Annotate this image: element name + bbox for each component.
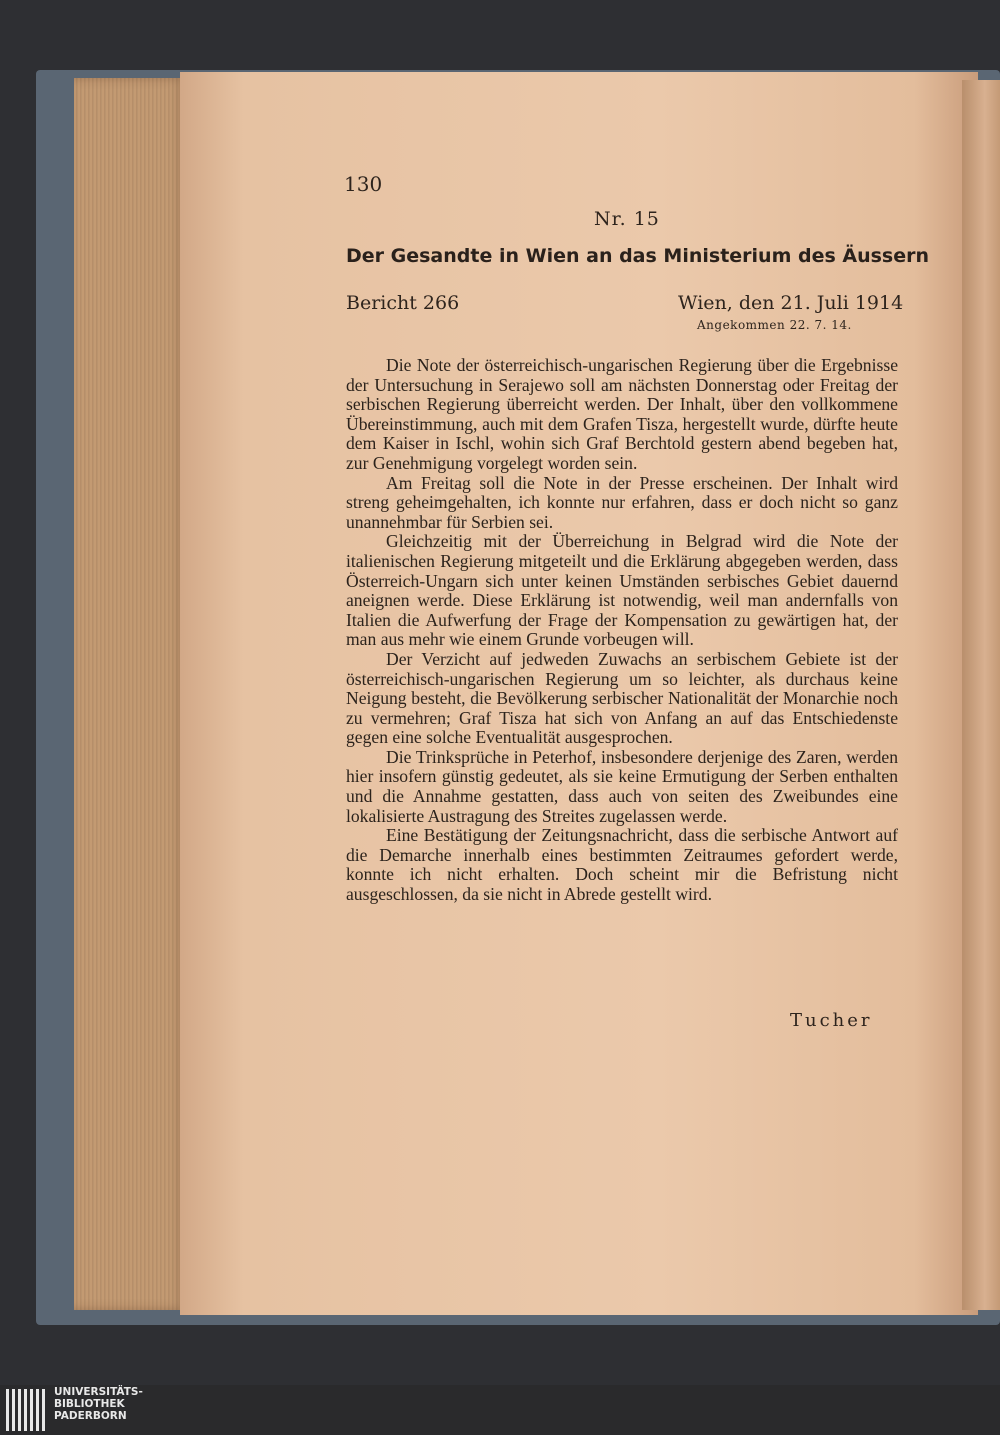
report-label: Bericht 266 bbox=[346, 292, 460, 314]
library-name-line: UNIVERSITÄTS- bbox=[54, 1386, 143, 1398]
place-date: Wien, den 21. Juli 1914 bbox=[678, 292, 904, 314]
page-number: 130 bbox=[344, 172, 383, 196]
document-number: Nr. 15 bbox=[594, 208, 660, 230]
paragraph: Die Trinksprüche in Peterhof, insbesondere derjenige des Zaren, werden hier insofern günstig gedeutet, als sie keine Ermutigung der Serben enthalten und die Annahme gestatten, dass auch von seiten des Zweibundes eine lokalisierte Austragung des Streites zugelassen werde. bbox=[346, 746, 898, 826]
arrival-date: Angekommen 22. 7. 14. bbox=[697, 318, 852, 332]
library-name bbox=[54, 1386, 174, 1422]
library-name-line: PADERBORN bbox=[54, 1410, 127, 1422]
paragraph: Am Freitag soll die Note in der Presse erscheinen. Der Inhalt wird streng geheimgehalten, ich konnte nur erfahren, dass er doch nicht so ganz unannehmbar für Serbien sei. bbox=[346, 472, 898, 532]
paragraph: Gleichzeitig mit der Überreichung in Belgrad wird die Note der italienischen Regierung mitgeteilt und die Erklärung abgegeben werden, dass Österreich-Ungarn sich unter keinen Umständen serbisches Gebiet dauernd aneignen werde. Diese Erklärung ist notwendig, weil man andernfalls von Italien die Aufwerfung der Frage der Kompensation zu gewärtigen hat, der man aus mehr wie einem Grunde vorbeugen will. bbox=[346, 531, 898, 650]
facing-page-edge bbox=[962, 80, 1000, 1310]
paragraph: Die Note der österreichisch-ungarischen Regierung über die Ergebnisse der Untersuchung in Serajewo soll am nächsten Donnerstag oder Freitag der serbischen Regierung überreicht werden. Der Inhalt, über den vollkommene Übereinstimmung, auch mit dem Grafen Tisza, hergestellt wurde, dürfte heute dem Kaiser in Ischl, wohin sich Graf Berchtold gestern abend begeben hat, zur Genehmigung vorgelegt worden sein. bbox=[346, 355, 898, 473]
document-title: Der Gesandte in Wien an das Ministerium des Äussern bbox=[346, 245, 930, 267]
signature: Tucher bbox=[790, 1010, 873, 1031]
library-logo-icon bbox=[6, 1389, 48, 1431]
paragraph: Eine Bestätigung der Zeitungsnachricht, dass die serbische Antwort auf die Demarche innerhalb eines bestimmten Zeitraumes gefordert werde, konnte ich nicht erhalten. Doch scheint mir die Befristung nicht ausgeschlossen, da sie nicht in Abrede gestellt wird. bbox=[346, 825, 898, 905]
page-edges bbox=[74, 78, 186, 1310]
body-text bbox=[346, 356, 898, 905]
paragraph: Der Verzicht auf jedweden Zuwachs an serbischem Gebiete ist der österreichisch-ungarischen Regierung um so leichter, als durchaus keine Neigung besteht, die Bevölkerung serbischer Nationalität der Monarchie noch zu vermehren; Graf Tisza hat sich von Anfang an auf das Entschiedenste gegen eine solche Eventualität ausgesprochen. bbox=[346, 648, 898, 748]
library-name-line: BIBLIOTHEK bbox=[54, 1398, 125, 1410]
